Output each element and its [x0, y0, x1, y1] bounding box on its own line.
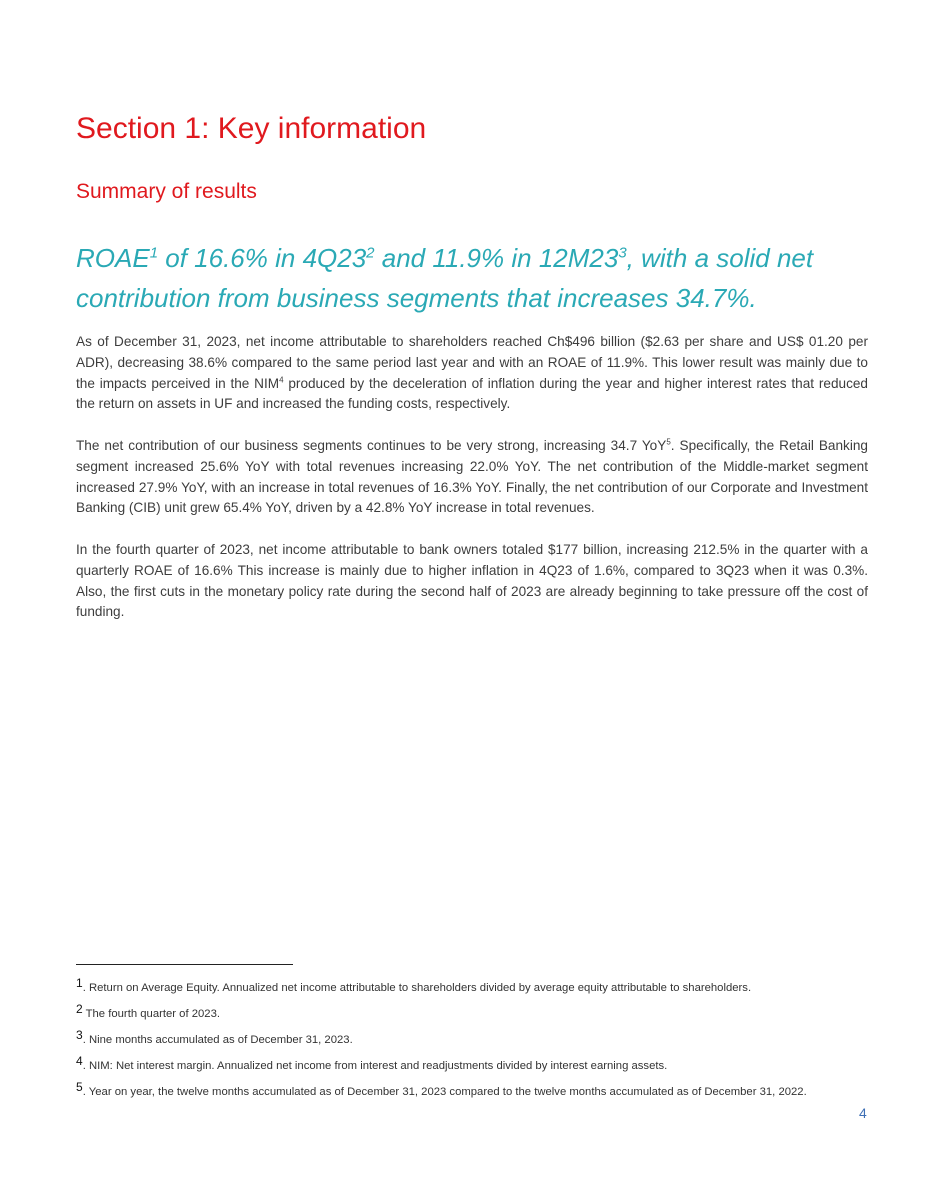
footnote-ref-3: 3 — [618, 244, 627, 262]
page-number: 4 — [859, 1105, 867, 1121]
footnote-number: 4 — [76, 1054, 83, 1068]
footnote-number: 2 — [76, 1002, 83, 1016]
footnote-5 — [76, 1079, 868, 1101]
footnote-text: . Year on year, the twelve months accumulated as of December 31, 2023 compared to the twelve months accumulated as of December 31, 2022. — [82, 1086, 807, 1098]
footnotes — [76, 975, 868, 1105]
footnote-text: . NIM: Net interest margin. Annualized net income from interest and readjustments divided by interest earning assets. — [82, 1060, 668, 1072]
paragraph-segments — [76, 436, 868, 519]
headline-text: ROAE — [76, 243, 150, 273]
paragraph-net-income — [76, 332, 868, 415]
footnote-3 — [76, 1027, 868, 1049]
headline-text: of 16.6% in 4Q23 — [158, 243, 367, 273]
section-title: Section 1: Key information — [76, 112, 427, 145]
footnote-divider — [76, 964, 293, 965]
footnote-2 — [76, 1001, 868, 1023]
footnote-ref-5: 5 — [666, 437, 671, 447]
headline-text: , with a solid net contribution from business segments that increases 34.7%. — [76, 243, 814, 313]
footnote-number: 3 — [76, 1028, 83, 1042]
footnote-4 — [76, 1053, 868, 1075]
paragraph-fourth-quarter: In the fourth quarter of 2023, net income attributable to bank owners totaled $177 billion, increasing 212.5% in the quarter with a quarterly ROAE of 16.6% This increase is mainly due to higher inflation in 4Q23 of 1.6%, compared to 3Q23 when it was 0.3%. Also, the first cuts in the monetary policy rate during the second half of 2023 are already beginning to take pressure off the cost of funding. — [76, 542, 868, 620]
footnote-ref-2: 2 — [366, 244, 375, 262]
paragraph-text: produced by the deceleration of inflation during the year and higher interest rates that reduced the return on assets in UF and increased the funding costs, respectively. — [76, 375, 868, 412]
footnote-1 — [76, 975, 868, 997]
paragraph-text: . Specifically, the Retail Banking segment increased 25.6% YoY with total revenues increasing 22.0% YoY. The net contribution of the Middle-market segment increased 27.9% YoY, with an increase in total revenues of 16.3% YoY. Finally, the net contribution of our Corporate and Investment Banking (CIB) unit grew 65.4% YoY, driven by a 42.8% YoY increase in total revenues. — [76, 438, 868, 516]
footnote-text: . Nine months accumulated as of December 31, 2023. — [82, 1034, 353, 1046]
footnote-text: The fourth quarter of 2023. — [82, 1008, 221, 1020]
headline — [76, 238, 876, 318]
footnote-text: . Return on Average Equity. Annualized net income attributable to shareholders divided by average equity attributable to shareholders. — [82, 982, 752, 994]
paragraph-text: The net contribution of our business segments continues to be very strong, increasing 34.7 YoY — [76, 438, 667, 453]
footnote-number: 1 — [76, 976, 83, 990]
paragraph-text: As of December 31, 2023, net income attributable to shareholders reached Ch$496 billion ($2.63 per share and US$ 01.20 per ADR), decreasing 38.6% compared to the same period last year and with an ROAE of 11.9%. This lower result was mainly due to the impacts perceived in the NIM — [76, 334, 868, 391]
footnote-ref-1: 1 — [149, 244, 159, 262]
subsection-title: Summary of results — [76, 180, 257, 203]
footnote-ref-4: 4 — [279, 375, 284, 385]
footnote-number: 5 — [76, 1080, 83, 1094]
headline-text: and 11.9% in 12M23 — [374, 243, 619, 273]
